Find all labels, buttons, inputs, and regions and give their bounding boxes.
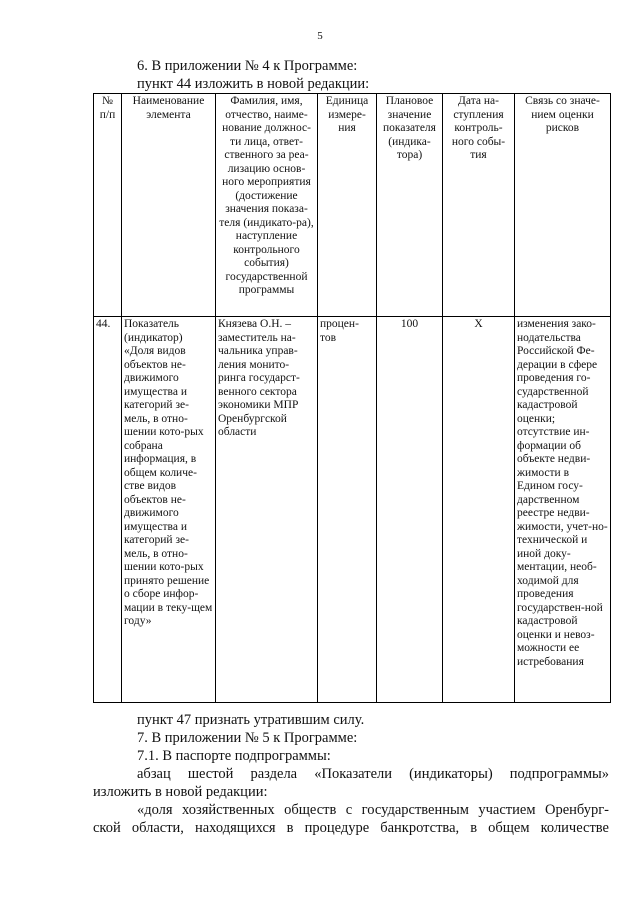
page-number: 5 (317, 30, 323, 42)
header-responsible: Фамилия, имя, отчество, наиме-нование должнос-ти лица, ответ-ственного за реа-лизацию основ-ного мероприятия (достижение значения показа-теля (индикато-ра), наступление контрольного события) государственной программы (216, 94, 318, 317)
table-row (94, 317, 611, 703)
header-unit: Единица измере-ния (318, 94, 377, 317)
row-event-date: Х (443, 317, 515, 703)
section-7-heading: 7. В приложении № 5 к Программе: (137, 730, 358, 746)
header-num: № п/п (94, 94, 122, 317)
paragraph-abzac-line-1: абзац шестой раздела «Показатели (индикаторы) подпрограммы» (137, 766, 609, 782)
table-header-row (94, 94, 611, 317)
section-6-heading: 6. В приложении № 4 к Программе: (137, 58, 358, 74)
paragraph-47: пункт 47 признать утратившим силу. (137, 712, 365, 728)
header-element-name: Наименование элемента (122, 94, 216, 317)
row-unit: процен-тов (318, 317, 377, 703)
row-risks: изменения зако-нодательства Российской Фе-дерации в сфере проведения го-сударственной кадастровой оценки; отсутствие ин-формации об объекте недви-жимости в Едином госу-дарственном реестре недви-жимости, учет-но-технической и иной доку-ментации, необ-ходимой для проведения государствен-ной кадастровой оценки и невоз-можности ее истребования (515, 317, 611, 703)
header-risk-link: Связь со значе-нием оценки рисков (515, 94, 611, 317)
quote-line-1: «доля хозяйственных обществ с государственным участием Оренбург- (137, 802, 609, 818)
section-7-1-heading: 7.1. В паспорте подпрограммы: (137, 748, 331, 764)
program-table (93, 93, 611, 703)
paragraph-abzac-line-2: изложить в новой редакции: (93, 784, 268, 800)
row-element-name: Показатель (индикатор) «Доля видов объектов не-движимого имущества и категорий зе-мель, в отно-шении кото-рых собрана информация, в общем количе-стве видов объектов не-движимого имущества и категорий зе-мель, в отно-шении кото-рых принято решение о сборе инфор-мации в теку-щем году» (122, 317, 216, 703)
section-6-instruction: пункт 44 изложить в новой редакции: (137, 76, 370, 92)
row-num: 44. (94, 317, 122, 703)
header-planned-value: Плановое значение показателя (индика-тора) (377, 94, 443, 317)
row-responsible: Князева О.Н. – заместитель на-чальника управ-ления монито-ринга государст-венного сектора экономики МПР Оренбургской области (216, 317, 318, 703)
quote-line-2: ской области, находящихся в процедуре банкротства, в общем количестве (93, 820, 609, 836)
header-event-date: Дата на-ступления контроль-ного собы-тия (443, 94, 515, 317)
row-planned-value: 100 (377, 317, 443, 703)
